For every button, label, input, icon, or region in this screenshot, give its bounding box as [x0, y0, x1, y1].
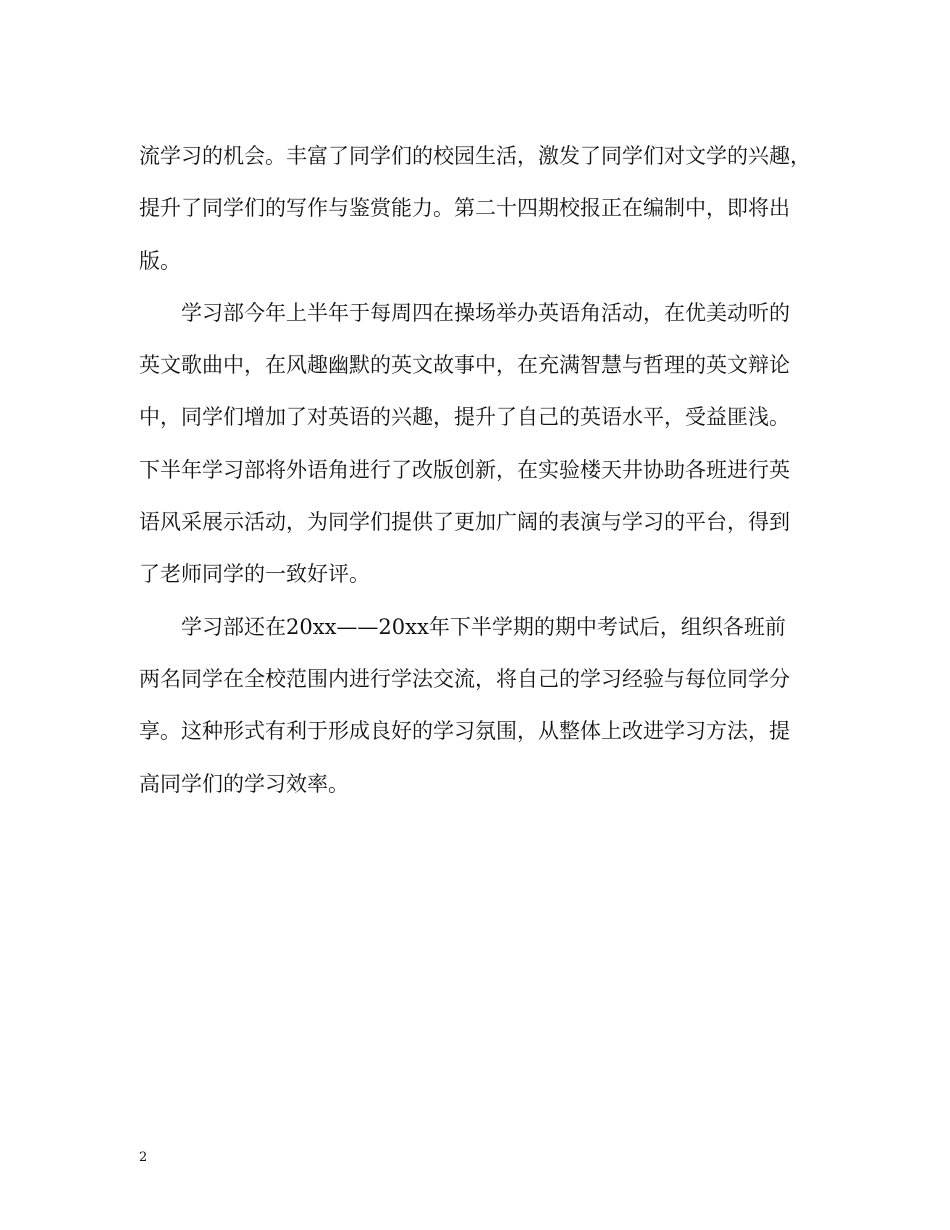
- text-line: 版。: [139, 248, 181, 273]
- paragraph-3: [139, 601, 819, 810]
- body-text: [139, 130, 819, 810]
- text-line: 学习部今年上半年于每周四在操场举办英语角活动，在优美动听的: [139, 300, 790, 325]
- paragraph-2: [139, 287, 819, 601]
- text-line: 两名同学在全校范围内进行学法交流，将自己的学习经验与每位同学分: [139, 666, 790, 691]
- page-number: 2: [139, 1150, 148, 1165]
- text-line: 英文歌曲中，在风趣幽默的英文故事中，在充满智慧与哲理的英文辩论: [139, 353, 790, 378]
- text-line: 提升了同学们的写作与鉴赏能力。第二十四期校报正在编制中，即将出: [139, 196, 790, 221]
- text-line: 享。这种形式有利于形成良好的学习氛围，从整体上改进学习方法，提: [139, 719, 790, 744]
- text-line: 流学习的机会。丰富了同学们的校园生活，激发了同学们对文学的兴趣，: [139, 144, 811, 168]
- text-line: 了老师同学的一致好评。: [139, 562, 370, 587]
- text-line: 下半年学习部将外语角进行了改版创新，在实验楼天井协助各班进行英: [139, 457, 790, 482]
- text-line: 学习部还在20xx——20xx年下半学期的期中考试后，组织各班前: [139, 614, 786, 639]
- text-line: 语风采展示活动，为同学们提供了更加广阔的表演与学习的平台，得到: [139, 510, 790, 535]
- text-line: 高同学们的学习效率。: [139, 771, 349, 796]
- paragraph-1: [139, 130, 819, 287]
- text-line: 中，同学们增加了对英语的兴趣，提升了自己的英语水平，受益匪浅。: [139, 405, 790, 430]
